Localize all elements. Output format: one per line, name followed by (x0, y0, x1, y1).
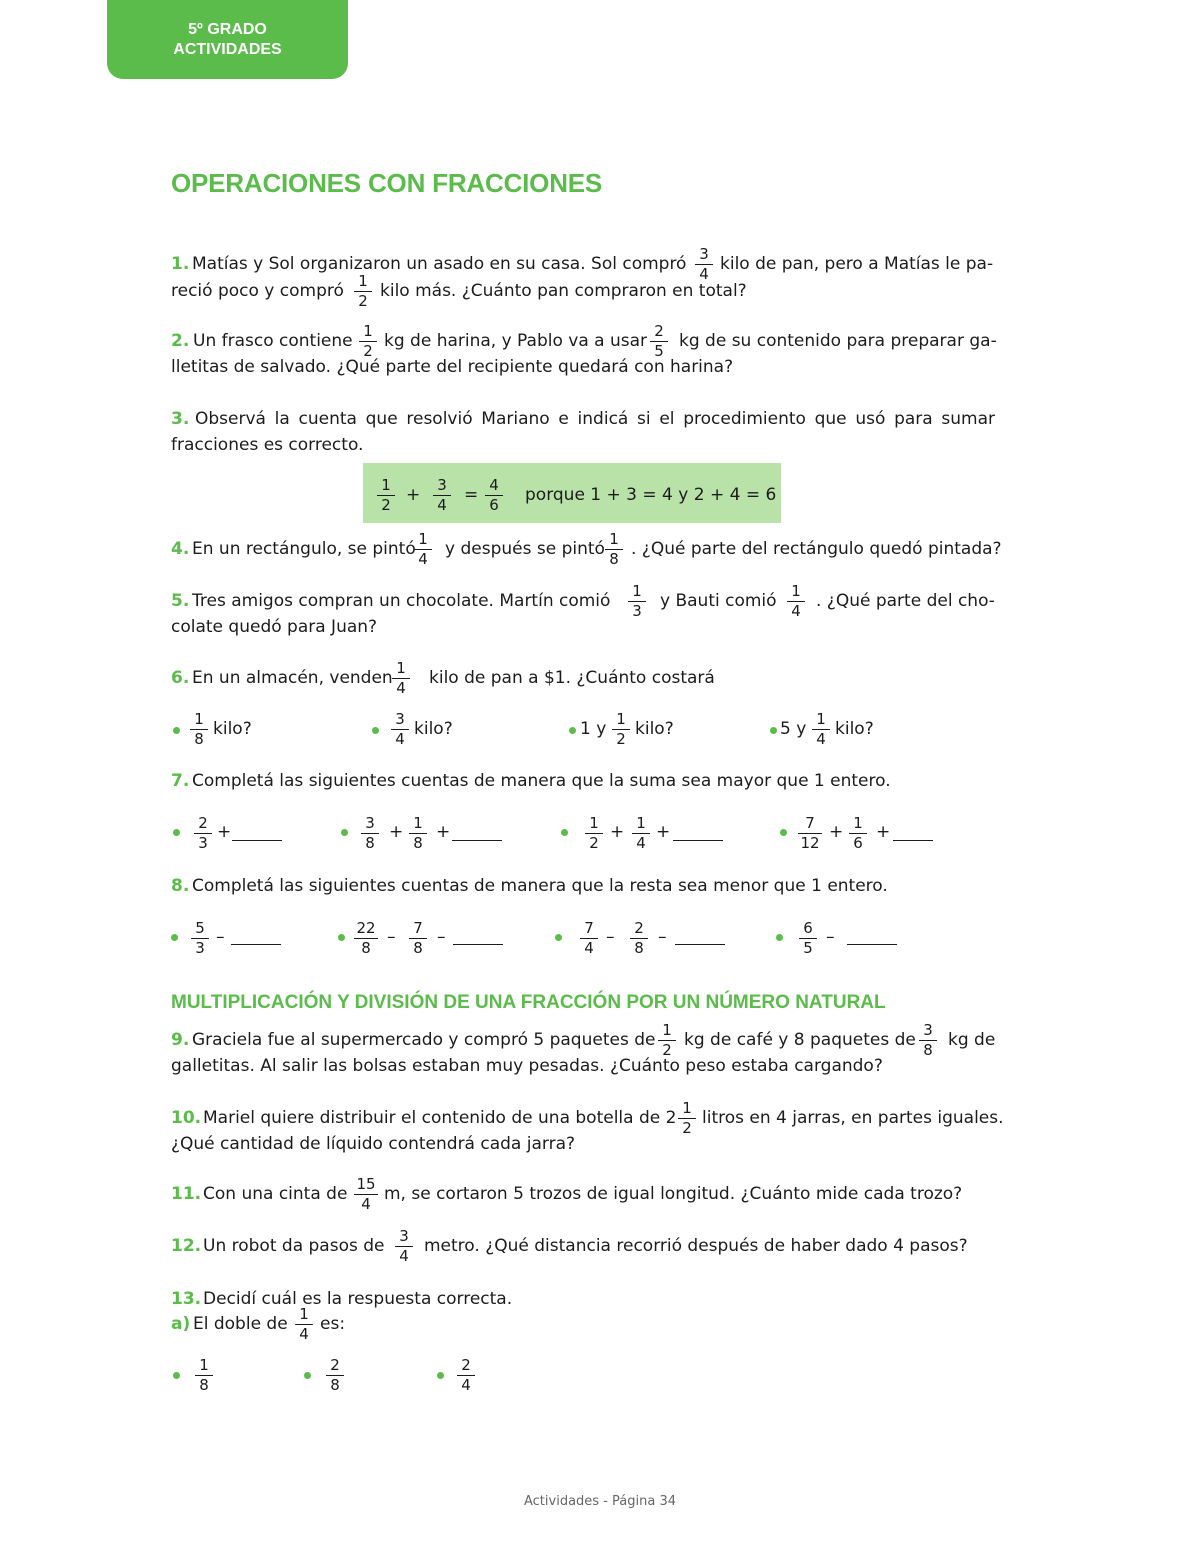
bullet-dot (173, 727, 180, 734)
text: . ¿Qué parte del cho- (816, 591, 995, 611)
denominator: 6 (489, 496, 499, 514)
fraction (917, 1022, 939, 1059)
numerator: 4 (489, 476, 499, 494)
denominator: 8 (365, 834, 375, 852)
bullet-dot (341, 829, 348, 836)
denominator: 5 (654, 342, 664, 360)
text: Un robot da pasos de (203, 1236, 385, 1256)
denominator: 4 (636, 834, 646, 852)
denominator: 4 (461, 1376, 471, 1394)
bullet-dot (173, 829, 180, 836)
text: kilo más. ¿Cuánto pan compraron en total? (380, 281, 747, 301)
answer-blank (893, 840, 933, 841)
numerator: 1 (791, 582, 801, 600)
numerator: 7 (584, 919, 594, 937)
answer-blank (453, 944, 503, 945)
text: es: (320, 1314, 346, 1334)
denominator: 2 (381, 496, 391, 514)
numerator: 1 (381, 476, 391, 494)
denominator: 8 (413, 834, 423, 852)
text: Completá las siguientes cuentas de manera que la suma sea mayor que 1 entero. (192, 771, 891, 791)
answer-blank (675, 944, 725, 945)
answer-blank (452, 840, 502, 841)
denominator: 2 (358, 292, 368, 310)
numerator: 6 (803, 919, 813, 937)
numerator: 1 (616, 710, 626, 728)
bullet-dot (555, 934, 562, 941)
answer-blank (232, 840, 282, 841)
plus-sign: + (436, 822, 451, 842)
numerator: 1 (853, 814, 863, 832)
denominator: 8 (194, 730, 204, 748)
numerator: 3 (365, 814, 375, 832)
denominator: 4 (816, 730, 826, 748)
grade-label: 5º GRADO (188, 21, 267, 38)
numerator: 1 (413, 814, 423, 832)
fraction (630, 815, 652, 852)
denominator: 4 (399, 1247, 409, 1265)
exercise-number: 10. (171, 1108, 202, 1128)
fraction (390, 660, 412, 697)
numerator: 1 (816, 710, 826, 728)
text: y Bauti comió (660, 591, 777, 611)
text: kilo de pan a $1. ¿Cuánto costará (429, 668, 715, 688)
minus-sign: – (658, 927, 667, 947)
answer-blank (847, 944, 897, 945)
denominator: 3 (198, 834, 208, 852)
text: El doble de (193, 1314, 288, 1334)
minus-sign: – (826, 927, 835, 947)
fraction (293, 1306, 315, 1343)
numerator: 1 (662, 1021, 672, 1039)
exercise-number: 4. (171, 539, 190, 559)
bullet-dot (173, 1372, 180, 1379)
fraction (352, 920, 380, 957)
minus-sign: – (387, 927, 396, 947)
page-title: OPERACIONES CON FRACCIONES (171, 168, 603, 198)
bullet-dot (776, 934, 783, 941)
fraction (375, 477, 397, 514)
answer-option (193, 1357, 215, 1394)
answer-option (324, 1357, 346, 1394)
plus-sign: + (656, 822, 671, 842)
option-label: kilo? (835, 719, 874, 739)
fraction (192, 815, 214, 852)
bullet-dot (338, 934, 345, 941)
numerator: 2 (330, 1356, 340, 1374)
fraction (357, 323, 379, 360)
text: litros en 4 jarras, en partes iguales. (702, 1108, 1004, 1128)
fraction (797, 920, 819, 957)
denominator: 4 (584, 939, 594, 957)
text: kg de harina, y Pablo va a usar (384, 331, 648, 351)
exercise-number: 11. (171, 1184, 202, 1204)
answer-blank (231, 944, 281, 945)
bullet-dot (561, 829, 568, 836)
plus-sign: + (610, 822, 625, 842)
fraction (578, 920, 600, 957)
fraction (628, 920, 650, 957)
answer-blank (673, 840, 723, 841)
text: Completá las siguientes cuentas de manera que la resta sea menor que 1 entero. (192, 876, 888, 896)
numerator: 15 (356, 1175, 376, 1193)
denominator: 4 (299, 1325, 309, 1343)
text: kg de café y 8 paquetes de (684, 1030, 916, 1050)
denominator: 2 (616, 730, 626, 748)
text: m, se cortaron 5 trozos de igual longitud. ¿Cuánto mide cada trozo? (384, 1184, 963, 1204)
fraction (583, 815, 605, 852)
fraction (810, 711, 832, 748)
fraction (393, 1228, 415, 1265)
numerator: 7 (413, 919, 423, 937)
fraction (785, 583, 807, 620)
numerator: 1 (609, 530, 619, 548)
denominator: 6 (853, 834, 863, 852)
fraction (407, 815, 429, 852)
bullet-dot (171, 934, 178, 941)
equals-sign: = (464, 485, 479, 505)
numerator: 1 (632, 582, 642, 600)
text: colate quedó para Juan? (171, 617, 378, 637)
option-prefix: 5 y (780, 719, 807, 739)
bullet-dot (437, 1372, 444, 1379)
text: galletitas. Al salir las bolsas estaban muy pesadas. ¿Cuánto peso estaba cargando? (171, 1056, 883, 1076)
fraction (648, 323, 670, 360)
fraction (603, 531, 625, 568)
text: Tres amigos compran un chocolate. Martín comió (192, 591, 611, 611)
denominator: 3 (632, 602, 642, 620)
denominator: 8 (634, 939, 644, 957)
option-label: kilo? (414, 719, 453, 739)
fraction (693, 246, 715, 283)
bullet-dot (569, 727, 576, 734)
fraction (352, 273, 374, 310)
numerator: 5 (195, 919, 205, 937)
option-prefix: 1 y (580, 719, 607, 739)
numerator: 1 (194, 710, 204, 728)
numerator: 1 (418, 530, 428, 548)
text: . ¿Qué parte del rectángulo quedó pintada? (631, 539, 1002, 559)
denominator: 3 (195, 939, 205, 957)
bullet-dot (304, 1372, 311, 1379)
text: kg de (948, 1030, 996, 1050)
bullet-dot (770, 727, 777, 734)
numerator: 3 (437, 476, 447, 494)
bullet-dot (372, 727, 379, 734)
text: kg de su contenido para preparar ga- (679, 331, 997, 351)
numerator: 7 (805, 814, 815, 832)
bullet-dot (780, 829, 787, 836)
exercise-number: a) (171, 1314, 191, 1334)
numerator: 1 (199, 1356, 209, 1374)
answer-option (455, 1357, 477, 1394)
numerator: 3 (923, 1021, 933, 1039)
numerator: 1 (363, 322, 373, 340)
denominator: 2 (662, 1041, 672, 1059)
exercise-number: 2. (171, 331, 190, 351)
text: lletitas de salvado. ¿Qué parte del recipiente quedará con harina? (171, 357, 734, 377)
numerator: 1 (358, 272, 368, 290)
fraction (847, 815, 869, 852)
fraction (626, 583, 648, 620)
numerator: 3 (699, 245, 709, 263)
numerator: 3 (395, 710, 405, 728)
text: metro. ¿Qué distancia recorrió después de haber dado 4 pasos? (424, 1236, 968, 1256)
fraction (412, 531, 434, 568)
text: porque 1 + 3 = 4 y 2 + 4 = 6 (525, 485, 777, 505)
denominator: 4 (396, 679, 406, 697)
section-subtitle: MULTIPLICACIÓN Y DIVISIÓN DE UNA FRACCIÓN POR UN NÚMERO NATURAL (171, 992, 886, 1013)
exercise-number: 8. (171, 876, 190, 896)
numerator: 3 (399, 1227, 409, 1245)
text: reció poco y compró (171, 281, 344, 301)
text: y después se pintó (445, 539, 605, 559)
exercise-number: 7. (171, 771, 190, 791)
exercise-number: 1. (171, 254, 190, 274)
text: kilo de pan, pero a Matías le pa- (720, 254, 994, 274)
denominator: 4 (699, 265, 709, 283)
exercise-number: 6. (171, 668, 190, 688)
text: En un almacén, venden (192, 668, 393, 688)
plus-sign: + (406, 485, 421, 505)
section-label: ACTIVIDADES (173, 41, 282, 58)
denominator: 2 (589, 834, 599, 852)
plus-sign: + (829, 822, 844, 842)
denominator: 8 (199, 1376, 209, 1394)
text: Mariel quiere distribuir el contenido de una botella de 2 (203, 1108, 677, 1128)
exercise-number: 13. (171, 1289, 202, 1309)
numerator: 1 (682, 1099, 692, 1117)
text: Matías y Sol organizaron un asado en su casa. Sol compró (192, 254, 687, 274)
denominator: 8 (330, 1376, 340, 1394)
minus-sign: – (437, 927, 446, 947)
text: Decidí cuál es la respuesta correcta. (203, 1289, 513, 1309)
denominator: 4 (437, 496, 447, 514)
numerator: 22 (356, 919, 376, 937)
fraction (676, 1100, 698, 1137)
text: ¿Qué cantidad de líquido contendrá cada jarra? (171, 1134, 576, 1154)
exercise-number: 9. (171, 1030, 190, 1050)
denominator: 8 (923, 1041, 933, 1059)
fraction (407, 920, 429, 957)
fraction (188, 711, 210, 748)
minus-sign: – (606, 927, 615, 947)
text: Con una cinta de (203, 1184, 348, 1204)
fraction (359, 815, 381, 852)
text: Un frasco contiene (193, 331, 353, 351)
text: En un rectángulo, se pintó (192, 539, 416, 559)
fraction (389, 711, 411, 748)
text: Graciela fue al supermercado y compró 5 paquetes de (192, 1030, 656, 1050)
text: Observá la cuenta que resolvió Mariano e indicá si el procedimiento que usó para sumar (195, 409, 995, 429)
numerator: 2 (461, 1356, 471, 1374)
fraction (352, 1176, 380, 1213)
denominator: 12 (800, 834, 820, 852)
denominator: 4 (791, 602, 801, 620)
page-footer: Actividades - Página 34 (524, 1494, 676, 1509)
numerator: 2 (654, 322, 664, 340)
denominator: 2 (363, 342, 373, 360)
numerator: 1 (396, 659, 406, 677)
numerator: 1 (636, 814, 646, 832)
fraction (796, 815, 824, 852)
fraction (431, 477, 453, 514)
denominator: 4 (395, 730, 405, 748)
plus-sign: + (389, 822, 404, 842)
exercise-number: 3. (171, 409, 190, 429)
numerator: 2 (634, 919, 644, 937)
grade-tab (107, 0, 348, 79)
numerator: 1 (589, 814, 599, 832)
exercise-number: 12. (171, 1236, 202, 1256)
fraction (483, 477, 505, 514)
text: fracciones es correcto. (171, 435, 364, 455)
option-label: kilo? (635, 719, 674, 739)
fraction (189, 920, 211, 957)
fraction (610, 711, 632, 748)
plus-sign: + (217, 822, 232, 842)
denominator: 8 (609, 550, 619, 568)
denominator: 8 (413, 939, 423, 957)
denominator: 2 (682, 1119, 692, 1137)
minus-sign: – (216, 927, 225, 947)
exercise-number: 5. (171, 591, 190, 611)
numerator: 2 (198, 814, 208, 832)
fraction (656, 1022, 678, 1059)
denominator: 4 (418, 550, 428, 568)
option-label: kilo? (213, 719, 252, 739)
denominator: 5 (803, 939, 813, 957)
denominator: 8 (361, 939, 371, 957)
numerator: 1 (299, 1305, 309, 1323)
plus-sign: + (876, 822, 891, 842)
denominator: 4 (361, 1195, 371, 1213)
